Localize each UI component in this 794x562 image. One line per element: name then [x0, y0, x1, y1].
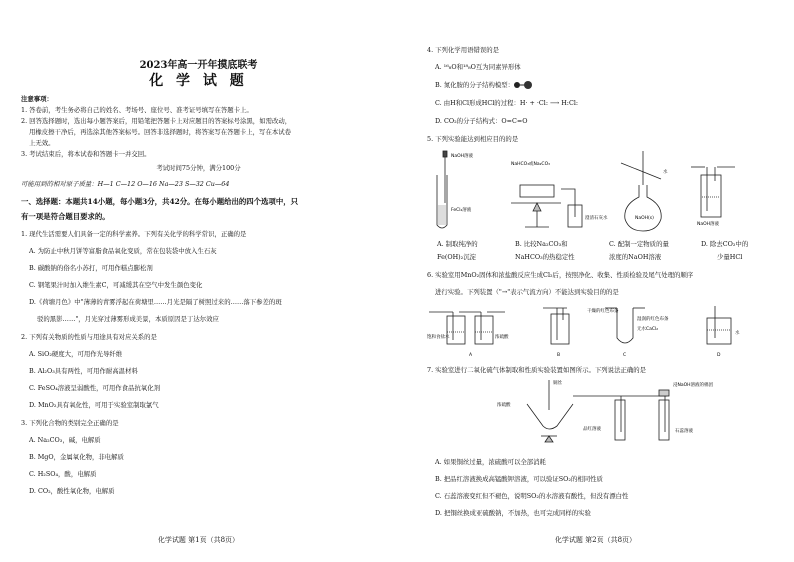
q6-letter-a: A [469, 353, 473, 358]
q5-figure-a [437, 151, 447, 228]
label-magenta-solution: 品红溶液 [583, 427, 601, 432]
page-footer: 化学试题 第2页（共8页） [554, 536, 637, 544]
q7-option: C. 石蕊溶液变红但不褪色，说明SO₂的水溶液有酸性，但没有漂白性 [435, 492, 629, 500]
q6-stem: 6. 实验室用MnO₂固体和浓盐酸反应生成Cl₂后，按照净化、收集、性质检验及尾气处理的顺序 [427, 271, 694, 279]
q4-option: D. CO₂的分子结构式：O=C=O [435, 117, 528, 125]
q2-option: A. SiO₂硬度大，可用作光导纤维 [29, 350, 123, 358]
q1-option-cont: 驳的黑影……"，月光穿过薄雾形成美景，本质原因是丁达尔效应 [37, 315, 219, 323]
label-anhydrous-cacl2: 无水CaCl₂ [637, 327, 659, 332]
note-line: 2. 回答选择题时，选出每小题答案后，用铅笔把答题卡上对应题目的答案标号涂黑，如需改动， [21, 117, 292, 125]
q2-stem: 2. 下列有关物质的性质与用途具有对应关系的是 [21, 333, 157, 341]
q6-letter-b: B [557, 353, 561, 358]
q7-option: B. 把品红溶液换成高锰酸钾溶液，可以验证SO₂的相同性质 [435, 475, 603, 483]
q5-apparatus-figure [425, 145, 775, 237]
q4-stem: 4. 下列化学用语错误的是 [427, 46, 500, 54]
note-line: 1. 答卷前，考生务必将自己的姓名、考场号、座位号、准考证号填写在答题卡上。 [21, 106, 253, 114]
label-conc-sulfuric: 浓硫酸 [495, 335, 509, 340]
q5-caption-b: B. 比较Na₂CO₃和 [515, 240, 568, 248]
exam-title: 2023年高一开年摸底联考 [139, 60, 258, 71]
label-wet-red-cloth: 湿润的红色布条 [637, 317, 669, 322]
note-line: 3. 考试结束后，将本试卷和答题卡一并交回。 [21, 150, 151, 158]
page-2 [397, 0, 794, 562]
label-naoh-solution: NaOH溶液 [451, 154, 474, 159]
q6-figure-d [707, 306, 731, 344]
label-saturated-brine: 饱和食盐水 [427, 335, 450, 340]
section-1-heading-cont: 有一项是符合题目要求的。 [21, 212, 110, 221]
label-naoh-solution-d: NaOH溶液 [697, 222, 720, 227]
label-conc-sulfuric-q7: 浓硫酸 [497, 403, 511, 408]
label-naoh-cotton: 浸NaOH溶液的棉团 [673, 383, 714, 388]
q6-letter-c: C [623, 353, 627, 358]
label-litmus-solution: 石蕊溶液 [675, 429, 693, 434]
note-line: 用橡皮擦干净后，再选涂其他答案标号。回答非选择题时，将答案写在答题卡上，写在本试卷 [29, 128, 292, 136]
q4-option: A. ¹⁶₈O和¹⁸₈O互为同素异形体 [435, 63, 521, 71]
exam-subject: 化 学 试 题 [149, 73, 248, 89]
section-1-heading: 一、选择题：本题共14小题，每小题3分，共42分。在每小题给出的四个选项中，只 [21, 197, 298, 206]
q7-option: A. 如果铜丝过量，浓硫酸可以全部消耗 [435, 458, 546, 466]
label-limewater: 澄清石灰水 [585, 216, 608, 221]
q7-option: D. 把铜丝换成亚硫酸钠，不加热，也可完成同样的实验 [435, 509, 591, 517]
q6-apparatus-figure [425, 298, 775, 360]
q3-option: D. CO₂，酸性氧化物，电解质 [29, 487, 115, 495]
notes-title: 注意事项： [21, 95, 53, 103]
q1-stem: 1. 现代生活需要人们具备一定的科学素养。下列有关化学的科学常识，正确的是 [21, 230, 247, 238]
q4-option: C. 由H和Cl形成HCl的过程：H· + ·Cl: ⟶ H:Cl: [435, 99, 579, 107]
label-dry-red-cloth: 干燥的红色布条 [587, 309, 619, 314]
q2-option: B. Al₂O₃具有两性，可用作耐高温材料 [29, 367, 138, 375]
page-footer: 化学试题 第1页（共8页） [157, 536, 240, 544]
label-naoh-solid: NaOH(s) [635, 216, 654, 221]
label-copper-wire: 铜丝 [553, 381, 562, 386]
q2-option: C. FeSO₄溶液呈弱酸性，可用作食品抗氧化剂 [29, 384, 161, 392]
q5-caption-a: Fe(OH)₂沉淀 [437, 253, 477, 261]
label-nahco3-na2co3: NaHCO₃或Na₂CO₃ [511, 162, 550, 167]
q5-stem: 5. 下列实验能达到相应目的的是 [427, 135, 519, 143]
q3-option: C. H₂SO₄，酸，电解质 [29, 470, 97, 478]
note-line: 上无效。 [29, 139, 55, 147]
q3-option: B. MgO，金属氧化物，非电解质 [29, 453, 124, 461]
q6-stem-cont: 进行实验。下列装置（"→"表示气流方向）不能达到实验目的的是 [435, 288, 619, 296]
q5-caption-c: C. 配制一定物质的量 [609, 240, 669, 248]
time-note: 考试时间75分钟，满分100分 [156, 164, 241, 172]
q6-figure-b [543, 308, 569, 344]
label-fecl2-solution: FeCl₂溶液 [451, 208, 472, 213]
q1-option: C. 钢笔果汁时加入维生素C，可减缓其在空气中发生颜色变化 [29, 281, 203, 289]
q1-option: B. 碳酸钠的俗名小苏打，可用作糕点膨松剂 [29, 264, 153, 272]
label-water-d: 水 [735, 331, 740, 336]
q4-option: B. 氮化胺的分子结构模型： [435, 81, 515, 89]
q5-caption-c: 浓度的NaOH溶液 [609, 253, 662, 261]
q5-caption-d: D. 除去CO₂中的 [701, 240, 749, 248]
q5-figure-d [691, 167, 735, 217]
q7-apparatus-figure [487, 376, 727, 448]
q1-option: D.《荷塘月色》中"薄薄的青雾浮起在荷塘里……月光是隔了树照过来的……落下参差的斑 [29, 298, 282, 306]
atomic-masses: 可能用到的相对原子质量：H—1 C—12 O—16 Na—23 S—32 Cu—64 [21, 180, 230, 188]
q7-stem: 7. 实验室进行二氧化硫气体制取和性质实验装置如图所示。下列说法正确的是 [427, 366, 647, 374]
molecule-model-icon [513, 80, 533, 90]
q1-option: A. 为防止中秋月饼等富脂食品氧化变质，常在包装袋中放入生石灰 [29, 247, 217, 255]
label-water: 水 [663, 170, 668, 175]
q5-caption-b: NaHCO₃的热稳定性 [515, 253, 575, 261]
q3-stem: 3. 下列化合物的类别完全正确的是 [21, 419, 119, 427]
q5-caption-d: 少量HCl [717, 253, 743, 261]
q6-letter-d: D [717, 353, 721, 358]
q3-option: A. Na₂CO₃，碱，电解质 [29, 436, 101, 444]
q2-option: D. MnO₂具有氧化性，可用于实验室制取氯气 [29, 401, 159, 409]
q5-figure-b [511, 185, 582, 227]
q5-caption-a: A. 制取纯净的 [437, 240, 478, 248]
